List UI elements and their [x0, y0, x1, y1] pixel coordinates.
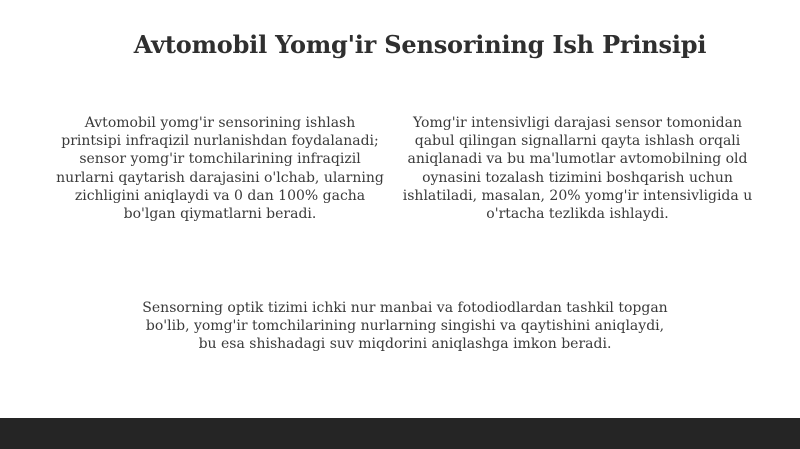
paragraph-intensity-level: Yomg'ir intensivligi darajasi sensor tomonidan qabul qilingan signallarni qayta ishlash orqali aniqlanadi va bu ma'lumotlar avtomobilning old oynasini tozalash tizimini boshqarish uchun ishlatiladi, masalan, 20% yomg'ir intensivligida u o'rtacha tezlikda ishlaydi.	[402, 115, 753, 223]
footer-bar	[0, 418, 800, 449]
slide-title: Avtomobil Yomg'ir Sensorining Ish Prinsipi	[133, 30, 707, 59]
paragraph-optical-system: Sensorning optik tizimi ichki nur manbai va fotodiodlardan tashkil topgan bo'lib, yomg'ir tomchilarining nurlarning singishi va qaytishini aniqlaydi, bu esa shishadagi suv miqdorini aniqlashga imkon beradi.	[142, 300, 668, 353]
paragraph-infrared-principle: Avtomobil yomg'ir sensorining ishlash printsipi infraqizil nurlanishdan foydalanadi; sensor yomg'ir tomchilarining infraqizil nurlarni qaytarish darajasini o'lchab, ularning zichligini aniqlaydi va 0 dan 100% gacha bo'lgan qiymatlarni beradi.	[56, 115, 384, 223]
